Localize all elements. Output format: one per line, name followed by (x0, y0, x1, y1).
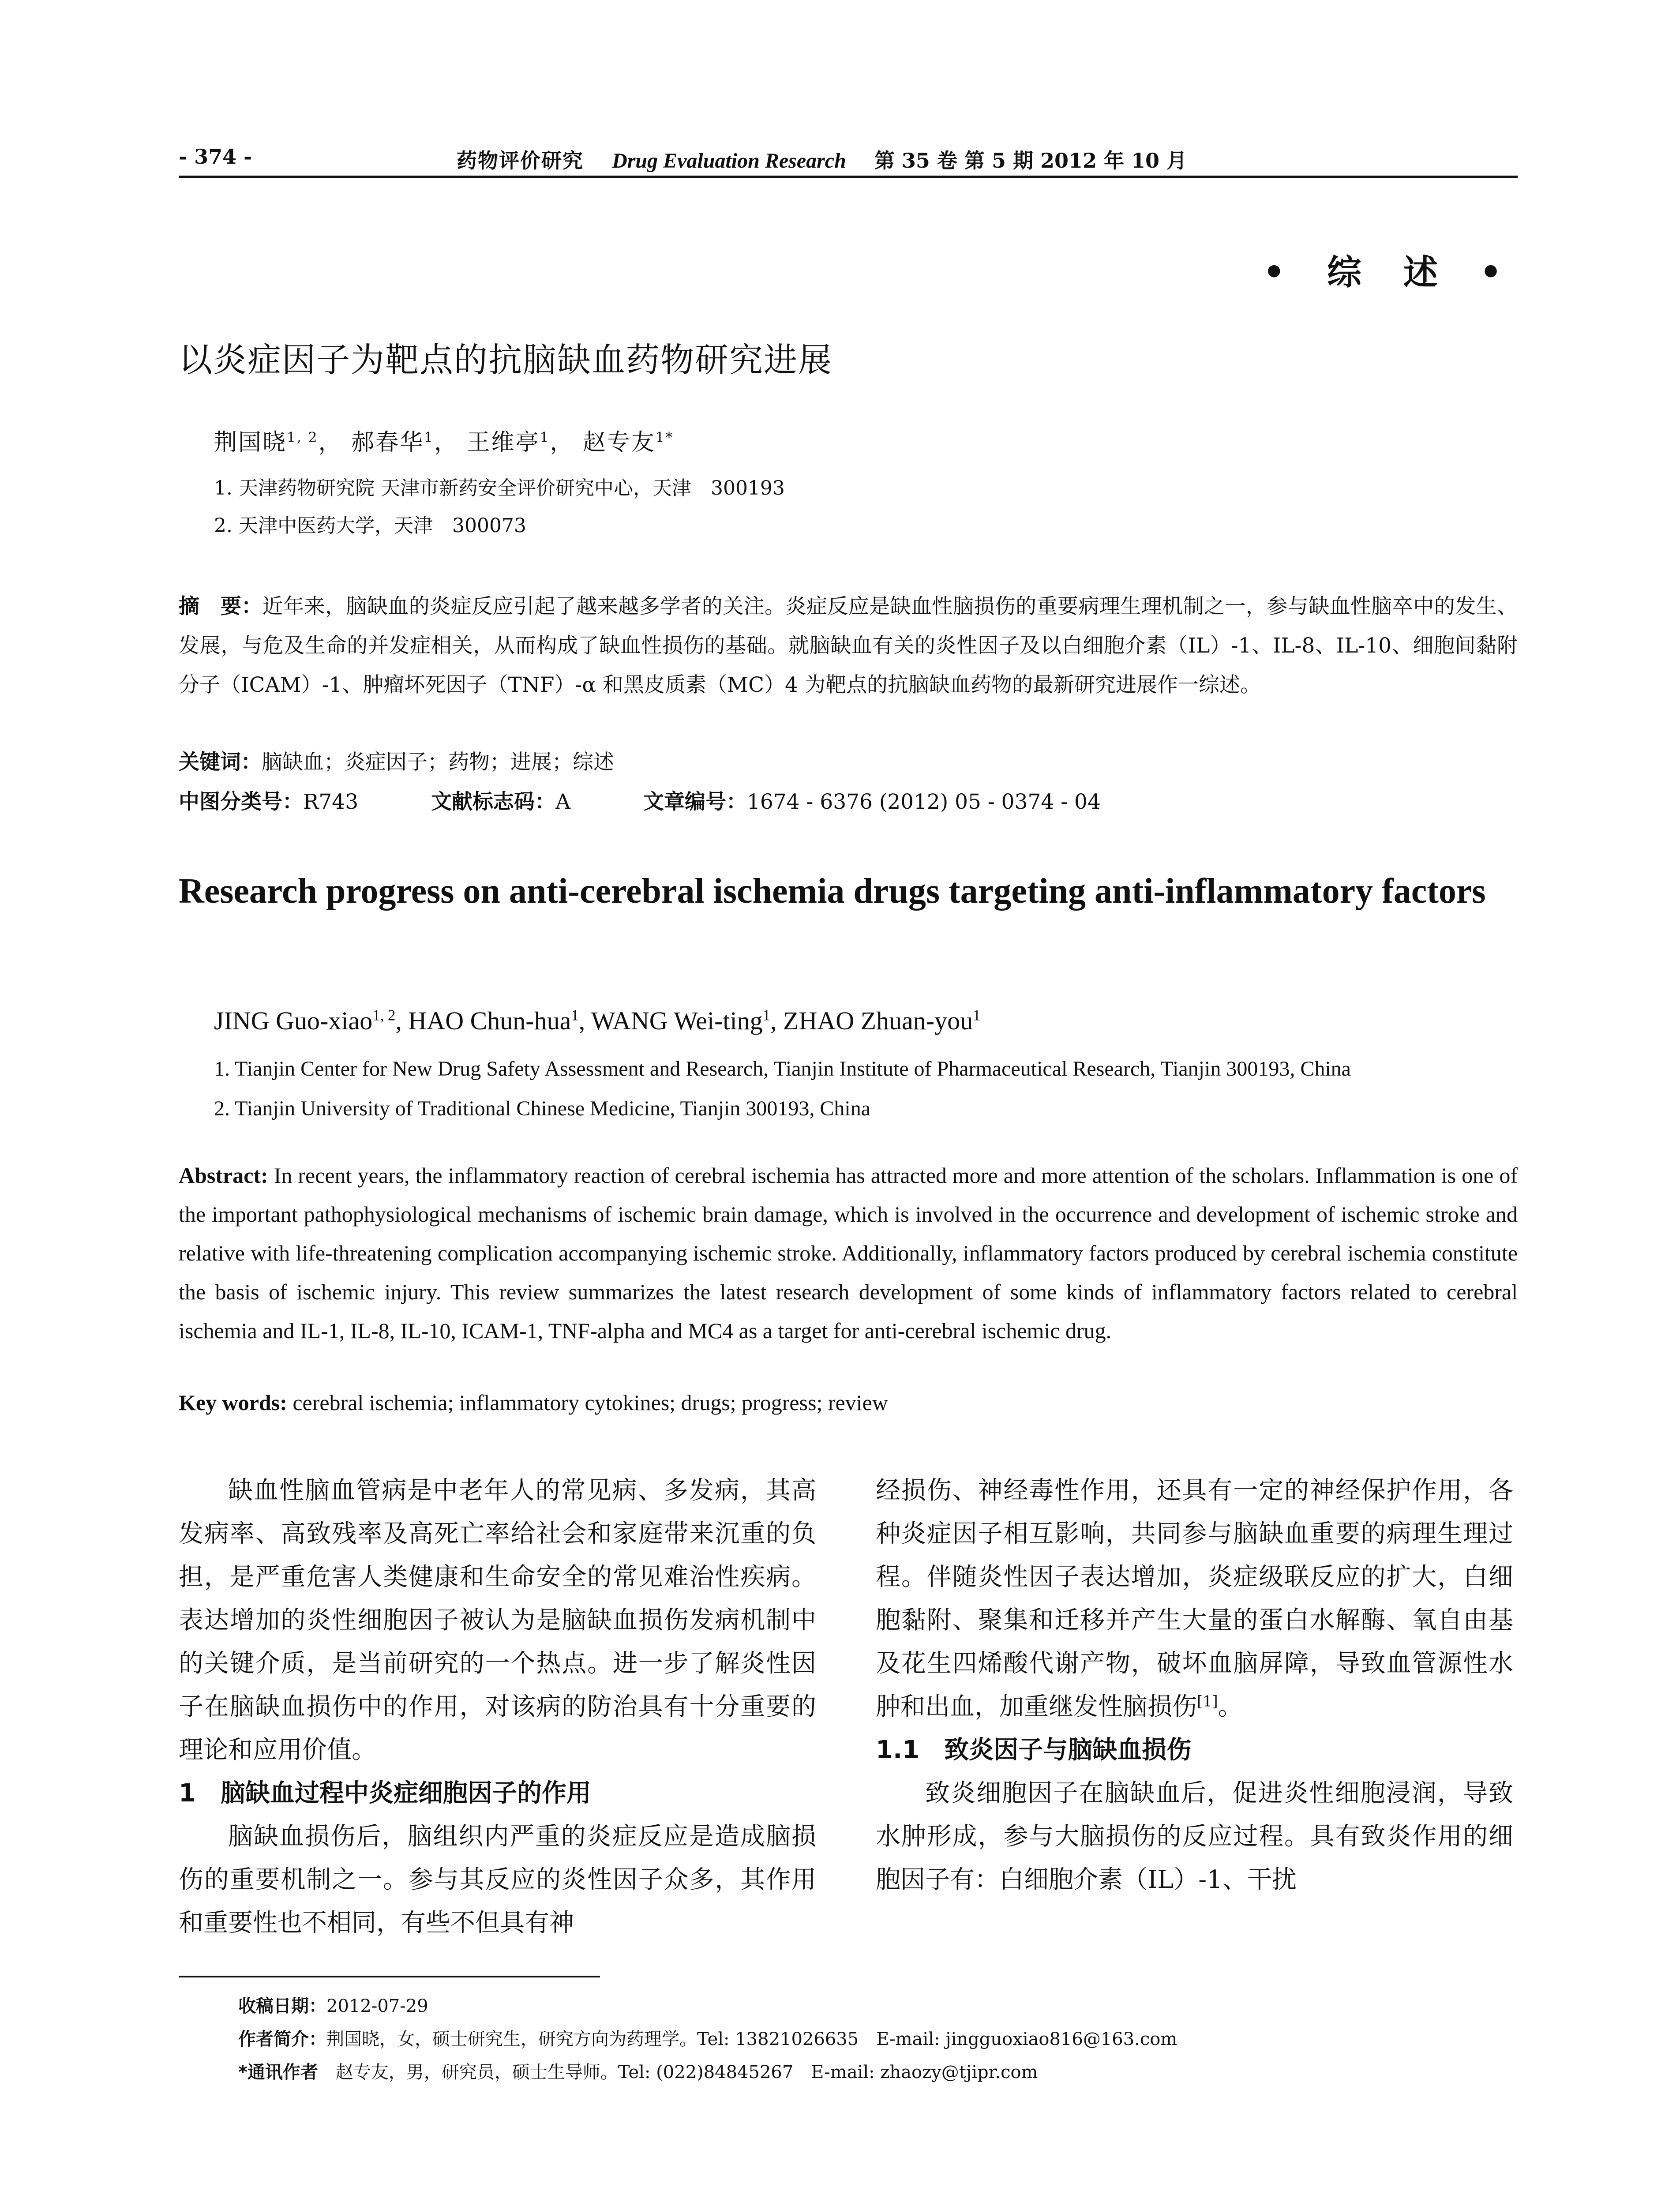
body-paragraph: 致炎细胞因子在脑缺血后，促进炎性细胞浸润，导致水肿形成，参与大脑损伤的反应过程。具有致炎作用的细胞因子有：白细胞介素（IL）-1、干扰 (876, 1779, 1513, 1894)
abstract-cn-label: 摘 要： (179, 594, 262, 619)
journal-name-en: Drug Evaluation Research (612, 149, 846, 173)
abstract-en-text: In recent years, the inflammatory reaction of cerebral ischemia has attracted more and more attention of the scholars. Inflammation is one of the important pathophysiological mechanisms of ischemic brain damage, which is involved in the occurrence and development of ischemic stroke and relative with life-threatening complication accompanying ischemic stroke. Additionally, inflammatory factors produced by cerebral ischemia constitute the basis of ischemic injury. This review summarizes the latest research development of some kinds of inflammatory factors related to cerebral ischemia and IL-1, IL-8, IL-10, ICAM-1, TNF-alpha and MC4 as a target for anti-cerebral ischemic drug. (179, 1163, 1518, 1343)
keywords-cn-text: 脑缺血；炎症因子；药物；进展；综述 (262, 750, 614, 774)
author-affil-mark: 1 (762, 1006, 771, 1024)
footnote-rule (179, 1976, 600, 1977)
issue-info: 第 35 卷 第 5 期 2012 年 10 月 (874, 149, 1187, 173)
body-paragraph-text: 经损伤、神经毒性作用，还具有一定的神经保护作用，各种炎症因子相互影响，共同参与脑缺血重要的病理生理过程。伴随炎性因子表达增加，炎症级联反应的扩大，白细胞黏附、聚集和迁移并产生大量的蛋白水解酶、氧自由基及花生四烯酸代谢产物，破坏血脑屏障，导致血管源性水肿和出血，加重继发性脑损伤 (876, 1476, 1513, 1721)
abstract-en-label: Abstract: (179, 1163, 268, 1188)
author-name: 荆国晓 (214, 429, 287, 456)
author-name-en: JING Guo-xiao (214, 1006, 373, 1035)
abstract-en (179, 1156, 1518, 1350)
author-name: 赵专友 (582, 429, 656, 456)
keywords-en (179, 1390, 888, 1415)
author-name: 王维亭 (467, 429, 540, 456)
article-id-label: 文章编号： (643, 790, 747, 814)
author-name-en: ZHAO Zhuan-you (783, 1006, 973, 1035)
author-bio-label: 作者简介： (238, 2029, 326, 2049)
header-rule (179, 176, 1518, 178)
journal-logo: 药物评价研究 (457, 149, 584, 173)
running-header (457, 145, 1187, 174)
body-paragraph-end: 。 (1218, 1692, 1243, 1721)
author-affil-mark: 1 (424, 429, 434, 446)
classification-row (179, 785, 1101, 815)
author-affil-mark: 1 (973, 1006, 981, 1024)
corresponding-label: *通讯作者 (238, 2062, 336, 2082)
author-sep: , (395, 1006, 409, 1035)
author-affil-mark: 1, 2 (372, 1006, 396, 1024)
body-column-left (179, 1469, 816, 1945)
author-affil-mark: 1 (540, 429, 550, 446)
doc-code-value: A (555, 790, 571, 814)
clc-label: 中图分类号： (179, 790, 303, 814)
authors-cn (214, 424, 674, 457)
body-paragraph (876, 1469, 1513, 1729)
author-sep: , (770, 1006, 784, 1035)
author-affil-mark: 1* (655, 429, 674, 446)
section-tag: • 综 述 • (1263, 253, 1517, 293)
body-column-right (876, 1469, 1513, 1902)
page-number: - 374 - (179, 145, 252, 169)
doc-code-label: 文献标志码： (431, 790, 556, 814)
author-name: 郝春华 (351, 429, 424, 456)
citation-ref[interactable]: [1] (1197, 1692, 1218, 1710)
keywords-en-label: Key words: (179, 1390, 287, 1415)
received-label: 收稿日期： (238, 1996, 326, 2016)
affiliation-cn-1: 1. 天津药物研究院 天津市新药安全评价研究中心，天津 300193 (214, 477, 785, 499)
section-heading-1: 1 脑缺血过程中炎症细胞因子的作用 (179, 1779, 591, 1808)
author-sep: ， (550, 429, 574, 456)
keywords-en-text: cerebral ischemia; inflammatory cytokines; drugs; progress; review (287, 1390, 888, 1415)
authors-en (214, 1006, 981, 1035)
author-name-en: WANG Wei-ting (591, 1006, 763, 1035)
clc-value: R743 (303, 790, 359, 814)
affiliation-en-1: 1. Tianjin Center for New Drug Safety Assessment and Research, Tianjin Institute of Pharmaceutical Research, Tianjin 300193, China (214, 1057, 1351, 1080)
author-affil-mark: 1, 2 (287, 429, 319, 446)
page-title: 以炎症因子为靶点的抗脑缺血药物研究进展 (179, 340, 832, 379)
keywords-cn-label: 关键词： (179, 750, 262, 774)
body-paragraph: 缺血性脑血管病是中老年人的常见病、多发病，其高发病率、高致残率及高死亡率给社会和家庭带来沉重的负担，是严重危害人类健康和生命安全的常见难治性疾病。表达增加的炎性细胞因子被认为是脑缺血损伤发病机制中的关键介质，是当前研究的一个热点。进一步了解炎性因子在脑缺血损伤中的作用，对该病的防治具有十分重要的理论和应用价值。 (179, 1476, 816, 1764)
abstract-cn (179, 587, 1518, 705)
author-sep: ， (318, 429, 343, 456)
corresponding-author: 赵专友，男，研究员，硕士生导师。Tel: (022)84845267 E-mail: zhaozy@tjipr.com (335, 2062, 1038, 2082)
author-name-en: HAO Chun-hua (408, 1006, 571, 1035)
author-sep: ， (434, 429, 458, 456)
footnote-corresponding (238, 2058, 1038, 2083)
title-en: Research progress on anti-cerebral ischemia drugs targeting anti-inflammatory factors (179, 872, 1486, 911)
footnote-author (238, 2025, 1177, 2050)
received-date: 2012-07-29 (326, 1996, 428, 2016)
keywords-cn (179, 746, 614, 775)
affiliation-en-2: 2. Tianjin University of Traditional Chinese Medicine, Tianjin 300193, China (214, 1097, 871, 1120)
abstract-cn-text: 近年来，脑缺血的炎症反应引起了越来越多学者的关注。炎症反应是缺血性脑损伤的重要病理生理机制之一，参与缺血性脑卒中的发生、发展，与危及生命的并发症相关，从而构成了缺血性损伤的基础。就脑缺血有关的炎性因子及以白细胞介素（IL）-1、IL-8、IL-10、细胞间黏附分子（ICAM）-1、肿瘤坏死因子（TNF）-α 和黑皮质素（MC）4 为靶点的抗脑缺血药物的最新研究进展作一综述。 (179, 594, 1518, 697)
footnote-received (238, 1992, 428, 2017)
article-id-value: 1674 - 6376 (2012) 05 - 0374 - 04 (746, 790, 1101, 814)
author-bio: 荆国晓，女，硕士研究生，研究方向为药理学。Tel: 13821026635 E-mail: jingguoxiao816@163.com (326, 2029, 1178, 2049)
section-heading-1-1: 1.1 致炎因子与脑缺血损伤 (876, 1736, 1192, 1764)
body-paragraph: 脑缺血损伤后，脑组织内严重的炎症反应是造成脑损伤的重要机制之一。参与其反应的炎性因子众多，其作用和重要性也不相同，有些不但具有神 (179, 1822, 816, 1937)
author-sep: , (578, 1006, 591, 1035)
author-affil-mark: 1 (571, 1006, 579, 1024)
affiliation-cn-2: 2. 天津中医药大学，天津 300073 (214, 514, 526, 537)
